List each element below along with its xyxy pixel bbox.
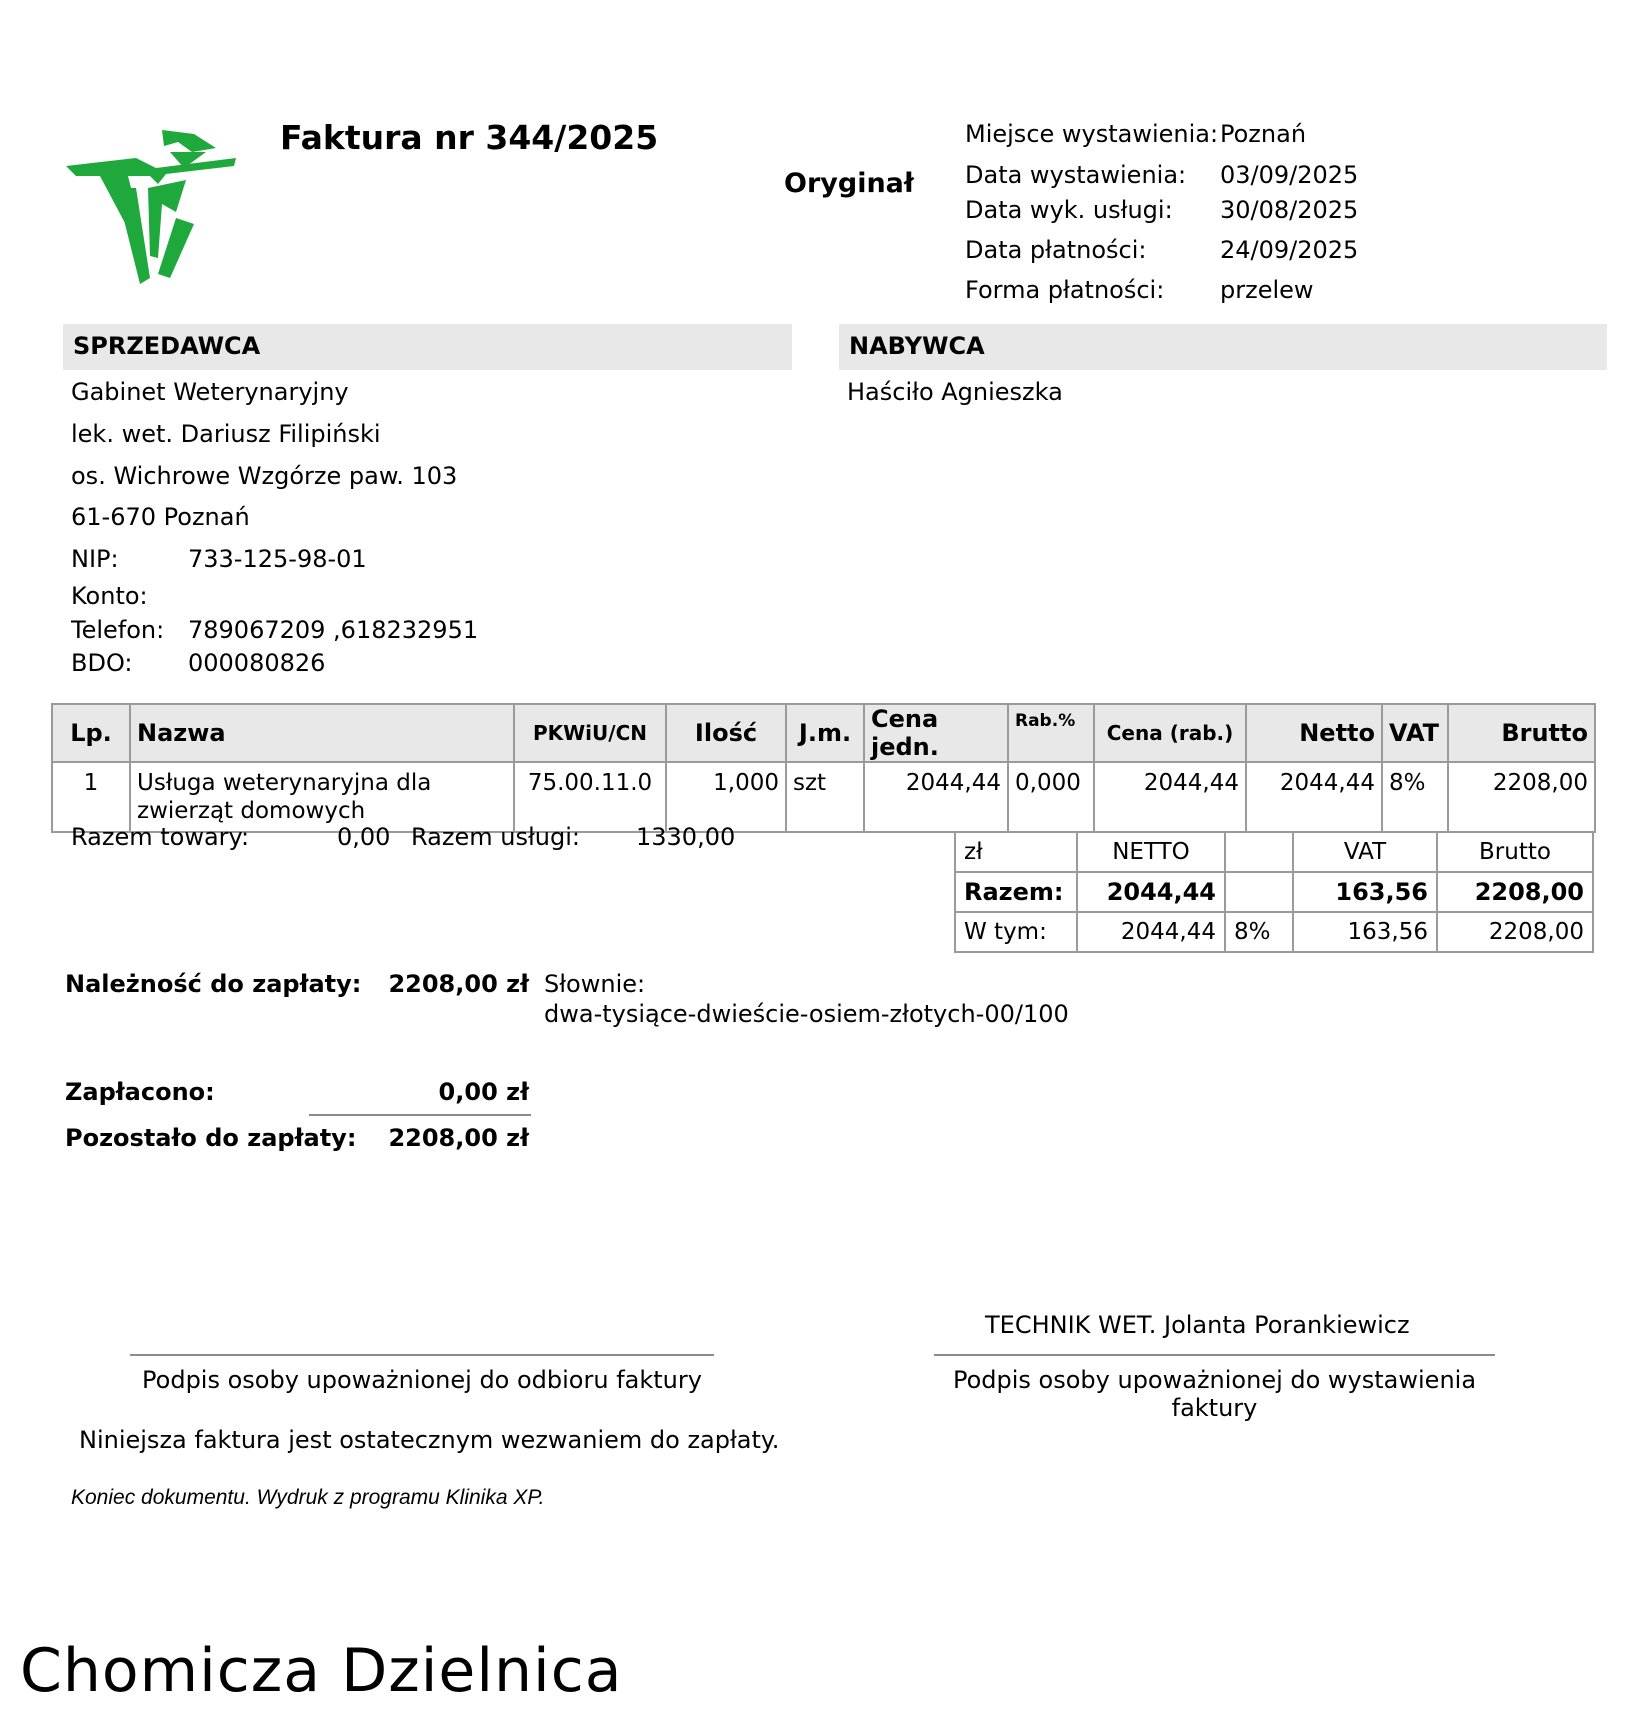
issuer-signature-caption-1: Podpis osoby upoważnionej do wystawienia [952,1366,1477,1394]
services-total-label: Razem usługi: [411,823,580,851]
copy-label: Oryginał [784,168,914,199]
seller-phone-label: Telefon: [71,616,165,644]
goods-total: 0,00 [337,823,391,851]
seller-bdo-label: BDO: [71,649,133,677]
meta-value-payment-date: 24/09/2025 [1220,236,1359,264]
meta-value-service-date: 30/08/2025 [1220,196,1359,224]
meta-label-issue-date: Data wystawienia: [965,161,1187,189]
cell-unit-price: 2044,44 [864,762,1008,832]
vat-summary-table [954,831,1594,953]
summary-including-rate: 8% [1225,912,1293,952]
cell-pkwiu: 75.00.11.0 [514,762,666,832]
table-row [52,762,1595,832]
seller-heading: SPRZEDAWCA [73,332,261,360]
clinic-logo [66,128,238,288]
meta-value-payment-method: przelew [1220,276,1314,304]
seller-account-label: Konto: [71,582,148,610]
seller-nip: 733-125-98-01 [188,545,367,573]
cell-unit: szt [786,762,864,832]
issuer-signature-caption-2: faktury [1171,1394,1258,1422]
remaining-label: Pozostało do zapłaty: [65,1124,357,1152]
col-net: Netto [1246,704,1382,762]
summary-total-rate [1225,872,1293,912]
summary-vat-header: VAT [1293,832,1437,872]
col-unit-price: Cena jedn. [864,704,1008,762]
services-total: 1330,00 [636,823,736,851]
summary-gross-header: Brutto [1437,832,1593,872]
items-header-row [52,704,1595,762]
amount-due: 2208,00 zł [388,970,529,998]
cell-name-line-1: Usługa weterynaryjna dla [137,770,432,796]
seller-nip-label: NIP: [71,545,119,573]
brand-watermark: Chomicza Dzielnica [20,1636,623,1706]
buyer-name: Haściło Agnieszka [847,378,1063,406]
buyer-header-bar [839,324,1607,370]
invoice-title: Faktura nr 344/2025 [280,118,659,157]
col-pkwiu: PKWiU/CN [514,704,666,762]
cell-price-after-discount: 2044,44 [1094,762,1246,832]
summary-including-net: 2044,44 [1077,912,1225,952]
items-table [51,703,1596,833]
final-notice: Niniejsza faktura jest ostatecznym wezwaniem do zapłaty. [79,1426,780,1454]
summary-total-row [955,872,1593,912]
summary-total-label: Razem: [955,872,1077,912]
issuer-signature-line [934,1354,1495,1356]
summary-currency: zł [955,832,1077,872]
meta-value-issue-date: 03/09/2025 [1220,161,1359,189]
summary-including-gross: 2208,00 [1437,912,1593,952]
goods-total-label: Razem towary: [71,823,250,851]
col-name: Nazwa [130,704,514,762]
seller-line-2: lek. wet. Dariusz Filipiński [71,420,381,448]
col-vat: VAT [1382,704,1448,762]
seller-bdo: 000080826 [188,649,326,677]
summary-header-row [955,832,1593,872]
cell-vat: 8% [1382,762,1448,832]
cell-gross: 2208,00 [1448,762,1595,832]
summary-including-row [955,912,1593,952]
col-discount: Rab.% [1008,704,1094,762]
paid-label: Zapłacono: [65,1078,215,1106]
summary-total-gross: 2208,00 [1437,872,1593,912]
paid-amount: 0,00 zł [438,1078,529,1106]
summary-total-net: 2044,44 [1077,872,1225,912]
col-unit: J.m. [786,704,864,762]
meta-label-payment-date: Data płatności: [965,236,1147,264]
seller-line-4: 61-670 Poznań [71,503,250,531]
receiver-signature-caption: Podpis osoby upoważnionej do odbioru faktury [142,1366,702,1394]
meta-value-place: Poznań [1220,120,1307,148]
summary-total-vat: 163,56 [1293,872,1437,912]
summary-rate-header [1225,832,1293,872]
amount-in-words: dwa-tysiące-dwieście-osiem-złotych-00/100 [544,1000,1069,1028]
seller-phone: 789067209 ,618232951 [188,616,479,644]
col-gross: Brutto [1448,704,1595,762]
cell-lp: 1 [52,762,130,832]
paid-underline [309,1114,531,1116]
cell-net: 2044,44 [1246,762,1382,832]
seller-line-1: Gabinet Weterynaryjny [71,378,349,406]
receiver-signature-line [130,1354,714,1356]
cell-name-line-2: zwierząt domowych [137,798,366,824]
remaining-amount: 2208,00 zł [388,1124,529,1152]
cell-qty: 1,000 [666,762,786,832]
summary-net-header: NETTO [1077,832,1225,872]
document-end-note: Koniec dokumentu. Wydruk z programu Klinika XP. [71,1486,545,1509]
cell-discount: 0,000 [1008,762,1094,832]
col-lp: Lp. [52,704,130,762]
meta-label-place: Miejsce wystawienia: [965,120,1219,148]
cell-name [130,762,514,832]
meta-label-payment-method: Forma płatności: [965,276,1165,304]
amount-in-words-label: Słownie: [544,970,646,998]
issuer-name: TECHNIK WET. Jolanta Porankiewicz [985,1311,1410,1339]
seller-header-bar [63,324,792,370]
seller-line-3: os. Wichrowe Wzgórze paw. 103 [71,462,458,490]
buyer-heading: NABYWCA [849,332,985,360]
col-qty: Ilość [666,704,786,762]
col-price-after-discount: Cena (rab.) [1094,704,1246,762]
summary-including-vat: 163,56 [1293,912,1437,952]
meta-label-service-date: Data wyk. usługi: [965,196,1173,224]
amount-due-label: Należność do zapłaty: [65,970,362,998]
summary-including-label: W tym: [955,912,1077,952]
